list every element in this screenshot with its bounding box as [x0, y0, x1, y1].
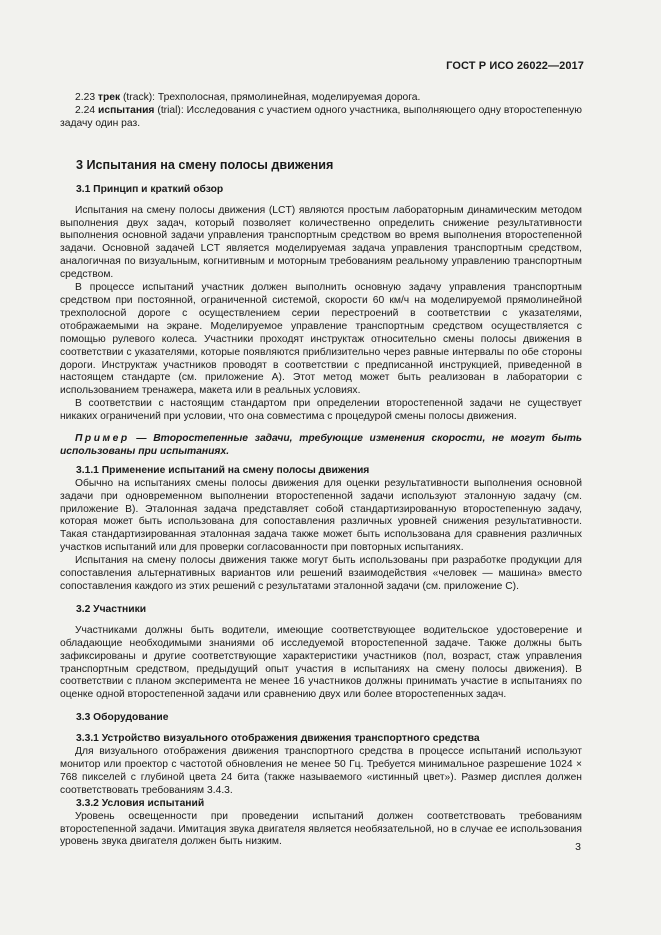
example-note	[60, 433, 582, 459]
standard-header: ГОСТ Р ИСО 26022—2017	[446, 60, 584, 72]
section-3-1-1-title: 3.1.1 Применение испытаний на смену полосы движения	[76, 464, 370, 476]
section-3-1-paragraph-3: В соответствии с настоящим стандартом при определении второстепенной задачи не существует никаких ограничений при условии, что она совместима с процедурой смены полосы движения.	[60, 398, 582, 423]
section-3-2-title: 3.2 Участники	[76, 603, 147, 615]
definition-2-24: 2.24 испытания (trial): Исследования с участием одного участника, выполняющего одну второстепенную задачу один раз.	[60, 104, 582, 129]
section-3-3-2-title: 3.3.2 Условия испытаний	[76, 797, 205, 809]
section-3-1-1-paragraph-1: Обычно на испытаниях смены полосы движения для оценки результативности выполнения основной задачи при одновременном выполнении второстепенной задачи используют эталонную задачу (см. приложение В). Эталонная задача представляет собой стандартизированную второстепенную задачу, которая может быть использована для сопоставления различных уровней снижения результативности. Такая стандартизированная эталонная задача также может быть использована для сравнения различных участков испытаний или для проверки согласованности при повторных испытаниях.	[60, 477, 582, 554]
example-note-label: Пример	[75, 433, 130, 445]
section-3-title: 3 Испытания на смену полосы движения	[76, 157, 334, 172]
section-3-3-2-paragraph-1: Уровень освещенности при проведении испытаний должен соответствовать требованиям второстепенной задачи. Имитация звука двигателя является необязательной, но в случае ее использования уровень звука двигателя должен быть низким.	[60, 810, 582, 848]
section-3-1-1-paragraph-2: Испытания на смену полосы движения также могут быть использованы при разработке продукции для сопоставления альтернативных вариантов или решений взаимодействия «человек — машина» вместо сопоставления каждого из этих решений с результатами эталонной задачи (см. приложение С).	[60, 555, 582, 592]
section-3-3-title: 3.3 Оборудование	[76, 712, 169, 724]
section-3-2-paragraph-1: Участниками должны быть водители, имеющие соответствующее водительское удостоверение и обладающие необходимыми знаниями об исследуемой второстепенной задаче. Также должны быть зафиксированы и другие соответствующие характеристики участников (пол, возраст, стаж управления транспортным средством, предыдущий опыт участия в испытаниях на смену полосы движения). В соответствии с планом эксперимента не менее 16 участников должны принимать участие в испытаниях по оценке одной второстепенной задачи или сравнению двух или более второстепенных задач.	[60, 624, 582, 701]
section-3-3-1-paragraph-1: Для визуального отображения движения транспортного средства в процессе испытаний используют монитор или проектор с частотой обновления не менее 50 Гц. Требуется минимальное разрешение 1024 × 768 пикселей с глубиной цвета 24 бита (также называемого «истинный цвет»). Размер дисплея должен соответствовать требованиям 3.4.3.	[60, 746, 582, 796]
page-number: 3	[575, 841, 581, 853]
definition-2-23: 2.23 трек (track): Трехполосная, прямолинейная, моделируемая дорога.	[75, 92, 421, 103]
page-body	[60, 92, 582, 849]
section-3-1-paragraph-1: Испытания на смену полосы движения (LCT) являются простым лабораторным динамическим методом выполнения двух задач, который позволяет количественно определить снижение результативности выполнения основной задачи управления транспортным средством во время выполнения второстепенной задачи. Основной задачей LCT является моделируемая задача управления транспортным средством, аналогичная по визуальным, когнитивным и моторным требованиям реальному управлению транспортным средством.	[60, 204, 582, 281]
example-note-text: — Второстепенные задачи, требующие изменения скорости, не могут быть использованы при испытаниях.	[60, 433, 582, 457]
section-3-1-title: 3.1 Принцип и краткий обзор	[76, 183, 224, 195]
section-3-3-1-title: 3.3.1 Устройство визуального отображения движения транспортного средства	[76, 733, 480, 745]
section-3-1-paragraph-2: В процессе испытаний участник должен выполнить основную задачу управления транспортным средством при постоянной, ограниченной системой, скорости 60 км/ч на моделируемой прямолинейной трехполосной дороге с осуществлением серии перестроений в соответствии с указателями, отображаемыми на экране. Моделируемое управление транспортным средством осуществляется с помощью рулевого колеса. Участники проходят инструктаж относительно смены полосы движения в соответствии с указателями, которые появляются приблизительно через равные интервалы по обе стороны дороги. Инструктаж участников проводят в соответствии с предписанной инструкцией, приведенной в настоящем стандарте (см. приложение А). Этот метод может быть реализован в лаборатории с использованием тренажера, макета или в реальных условиях.	[60, 282, 582, 397]
